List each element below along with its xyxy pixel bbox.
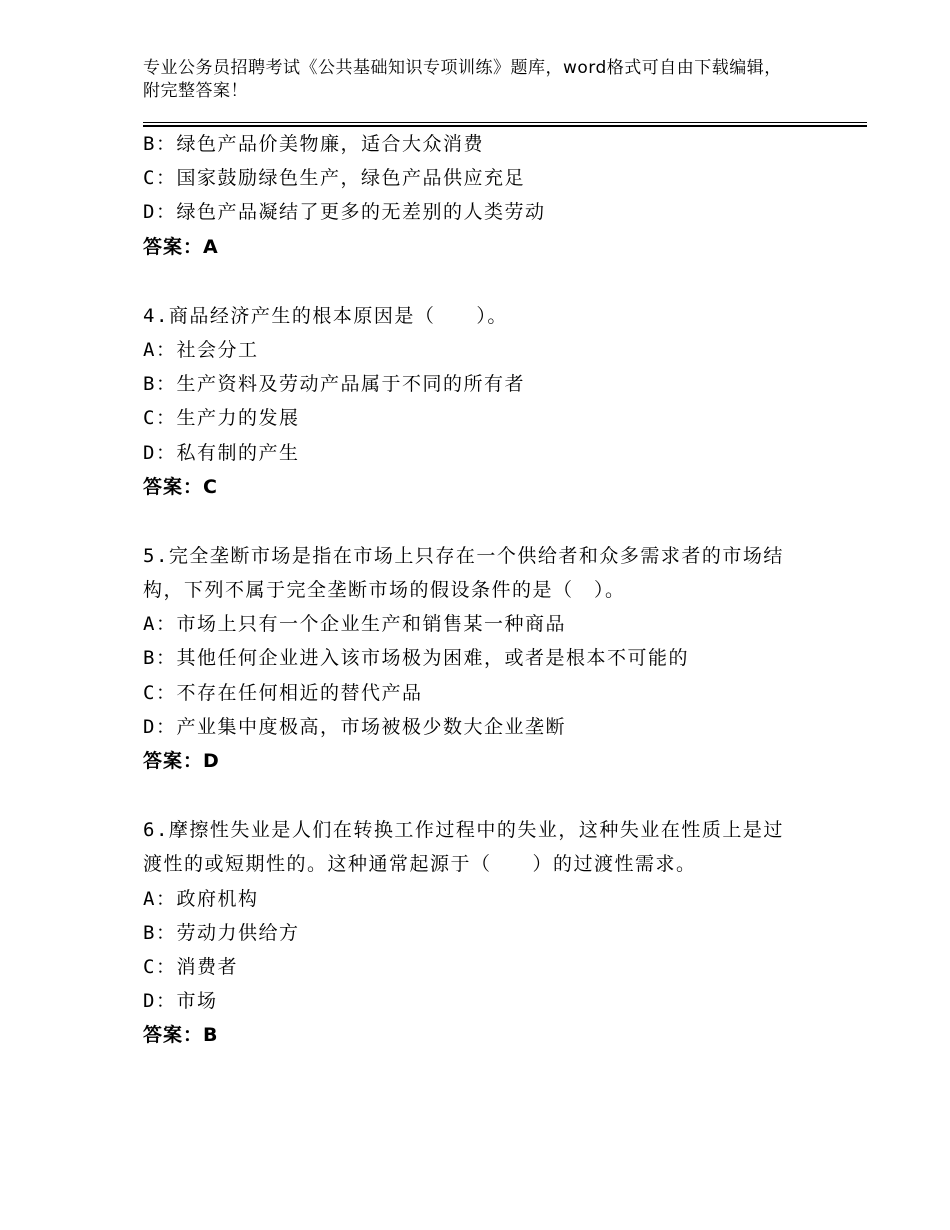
option-b: B：绿色产品价美物廉，适合大众消费 [143,133,484,155]
question-6 [143,813,843,1052]
option-a: A：政府机构 [143,887,259,910]
question-list [143,127,843,1053]
option-b: B：劳动力供给方 [143,921,300,944]
option-a: A：市场上只有一个企业生产和销售某一种商品 [143,613,566,636]
option-c: C：生产力的发展 [143,407,300,430]
option-d: D：市场 [143,990,218,1013]
question-5 [143,539,843,778]
option-d: D：产业集中度极高，市场被极少数大企业垄断 [143,715,566,738]
answer: 答案：B [143,1024,219,1047]
option-c: C：不存在任何相近的替代产品 [143,681,423,704]
option-c: C：消费者 [143,956,238,978]
question-3 [143,127,843,264]
answer: 答案：C [143,475,218,498]
option-a: A：社会分工 [143,338,259,361]
question-stem: 4.商品经济产生的根本原因是（ ）。 [143,304,508,327]
option-b: B：其他任何企业进入该市场极为困难，或者是根本不可能的 [143,647,689,670]
answer: 答案：A [143,235,219,258]
answer: 答案：D [143,750,220,773]
option-d: D：私有制的产生 [143,441,300,464]
header-divider-thin [143,122,867,123]
option-b: B：生产资料及劳动产品属于不同的所有者 [143,373,525,396]
option-d: D：绿色产品凝结了更多的无差别的人类劳动 [143,201,546,224]
option-c: C：国家鼓励绿色生产，绿色产品供应充足 [143,167,525,190]
document-header: 专业公务员招聘考试《公共基础知识专项训练》题库，word格式可自由下载编辑，附完整答案！ [143,58,782,101]
question-stem: 6.摩擦性失业是人们在转换工作过程中的失业，这种失业在性质上是过渡性的或短期性的。这种通常起源于（ ）的过渡性需求。 [143,819,784,876]
question-stem: 5.完全垄断市场是指在市场上只存在一个供给者和众多需求者的市场结构，下列不属于完全垄断市场的假设条件的是（ ）。 [143,544,784,602]
question-4 [143,299,843,504]
